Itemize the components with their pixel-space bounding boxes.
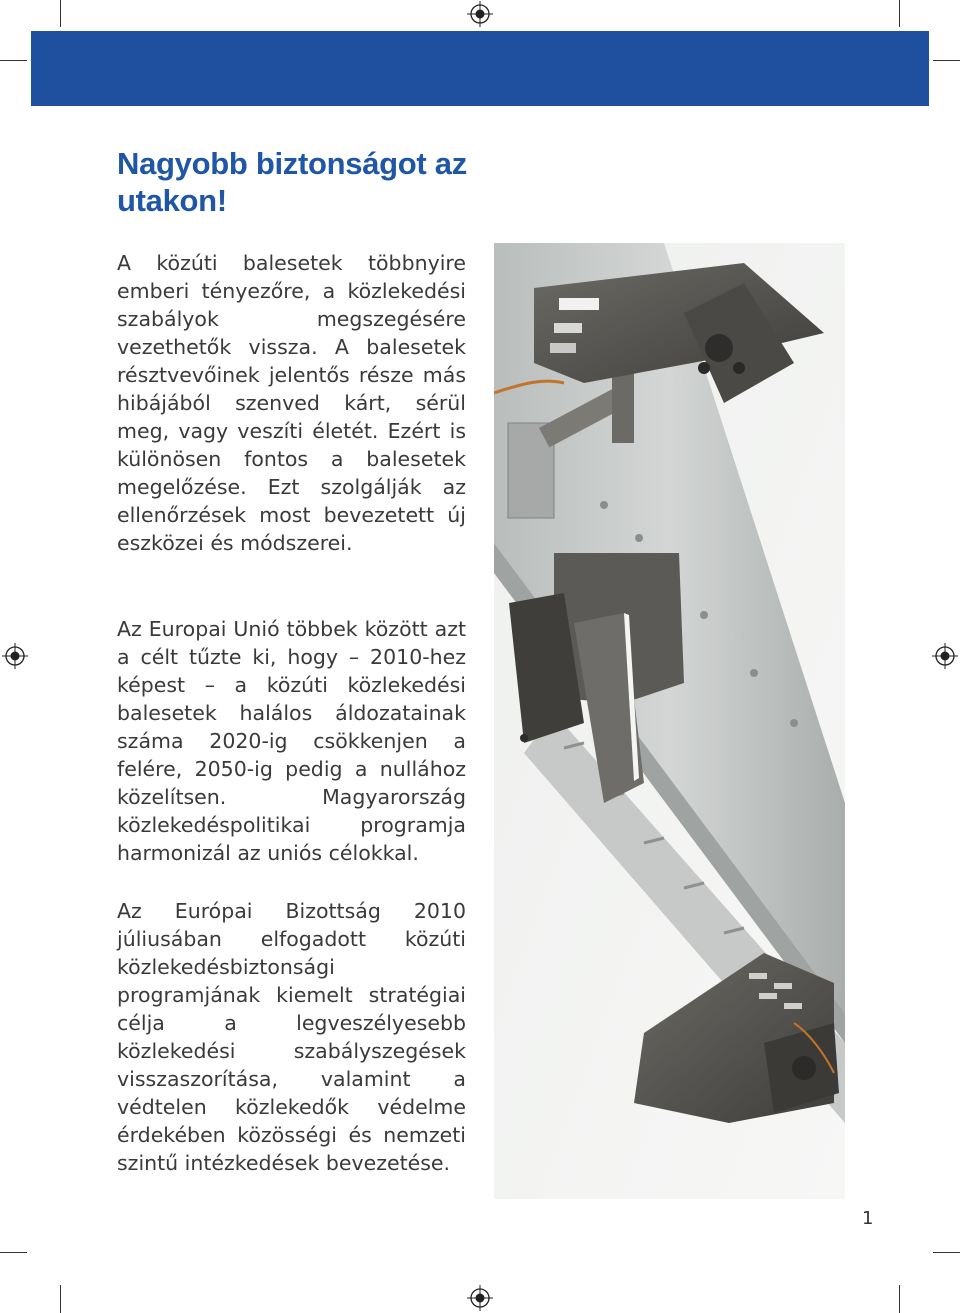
paragraph-intro: A közúti balesetek többnyire emberi tényezőre, a közlekedési szabályok megszegésére vezethetők vissza. A balesetek résztvevőinek jelentős része más hibájából szenved kárt, sérül meg, vagy veszíti életét. Ezért is különösen fontos a balesetek megelőzése. Ezt szolgálják az ellenőrzések most bevezetett új eszközei és módszerei. [117, 251, 466, 555]
crop-mark [933, 60, 960, 61]
registration-mark-icon [467, 1285, 493, 1311]
registration-mark-icon [932, 643, 958, 669]
crop-mark [0, 1252, 27, 1253]
registration-mark-icon [467, 1, 493, 27]
crop-mark [60, 1285, 61, 1313]
traffic-camera-photo [494, 243, 845, 1199]
paragraph-eu-goals: Az Europai Unió többek között azt a célt tűzte ki, hogy – 2010-hez képest – a közúti közlekedési balesetek halálos áldozatainak száma 2020-ig csökkenjen a felére, 2050-ig pedig a nullához közelítsen. Magyarország közlekedéspolitikai programja harmonizál az uniós célokkal. [117, 617, 466, 865]
registration-mark-icon [2, 643, 28, 669]
crop-mark [60, 0, 61, 27]
page-title: Nagyobb biztonságot az utakon! [117, 146, 467, 218]
crop-mark [0, 60, 27, 61]
crop-mark [899, 1285, 900, 1313]
crop-mark [899, 0, 900, 27]
page-number: 1 [862, 1208, 874, 1229]
paragraph-commission-program: Az Európai Bizottság 2010 júliusában elfogadott közúti közlekedésbiztonsági programjának kiemelt stratégiai célja a legveszélyesebb közlekedési szabályszegések visszaszorítása, valamint a védtelen közlekedők védelme érdekében közösségi és nemzeti szintű intézkedések bevezetése. [117, 899, 466, 1175]
crop-mark [933, 1252, 960, 1253]
header-band [31, 31, 929, 106]
